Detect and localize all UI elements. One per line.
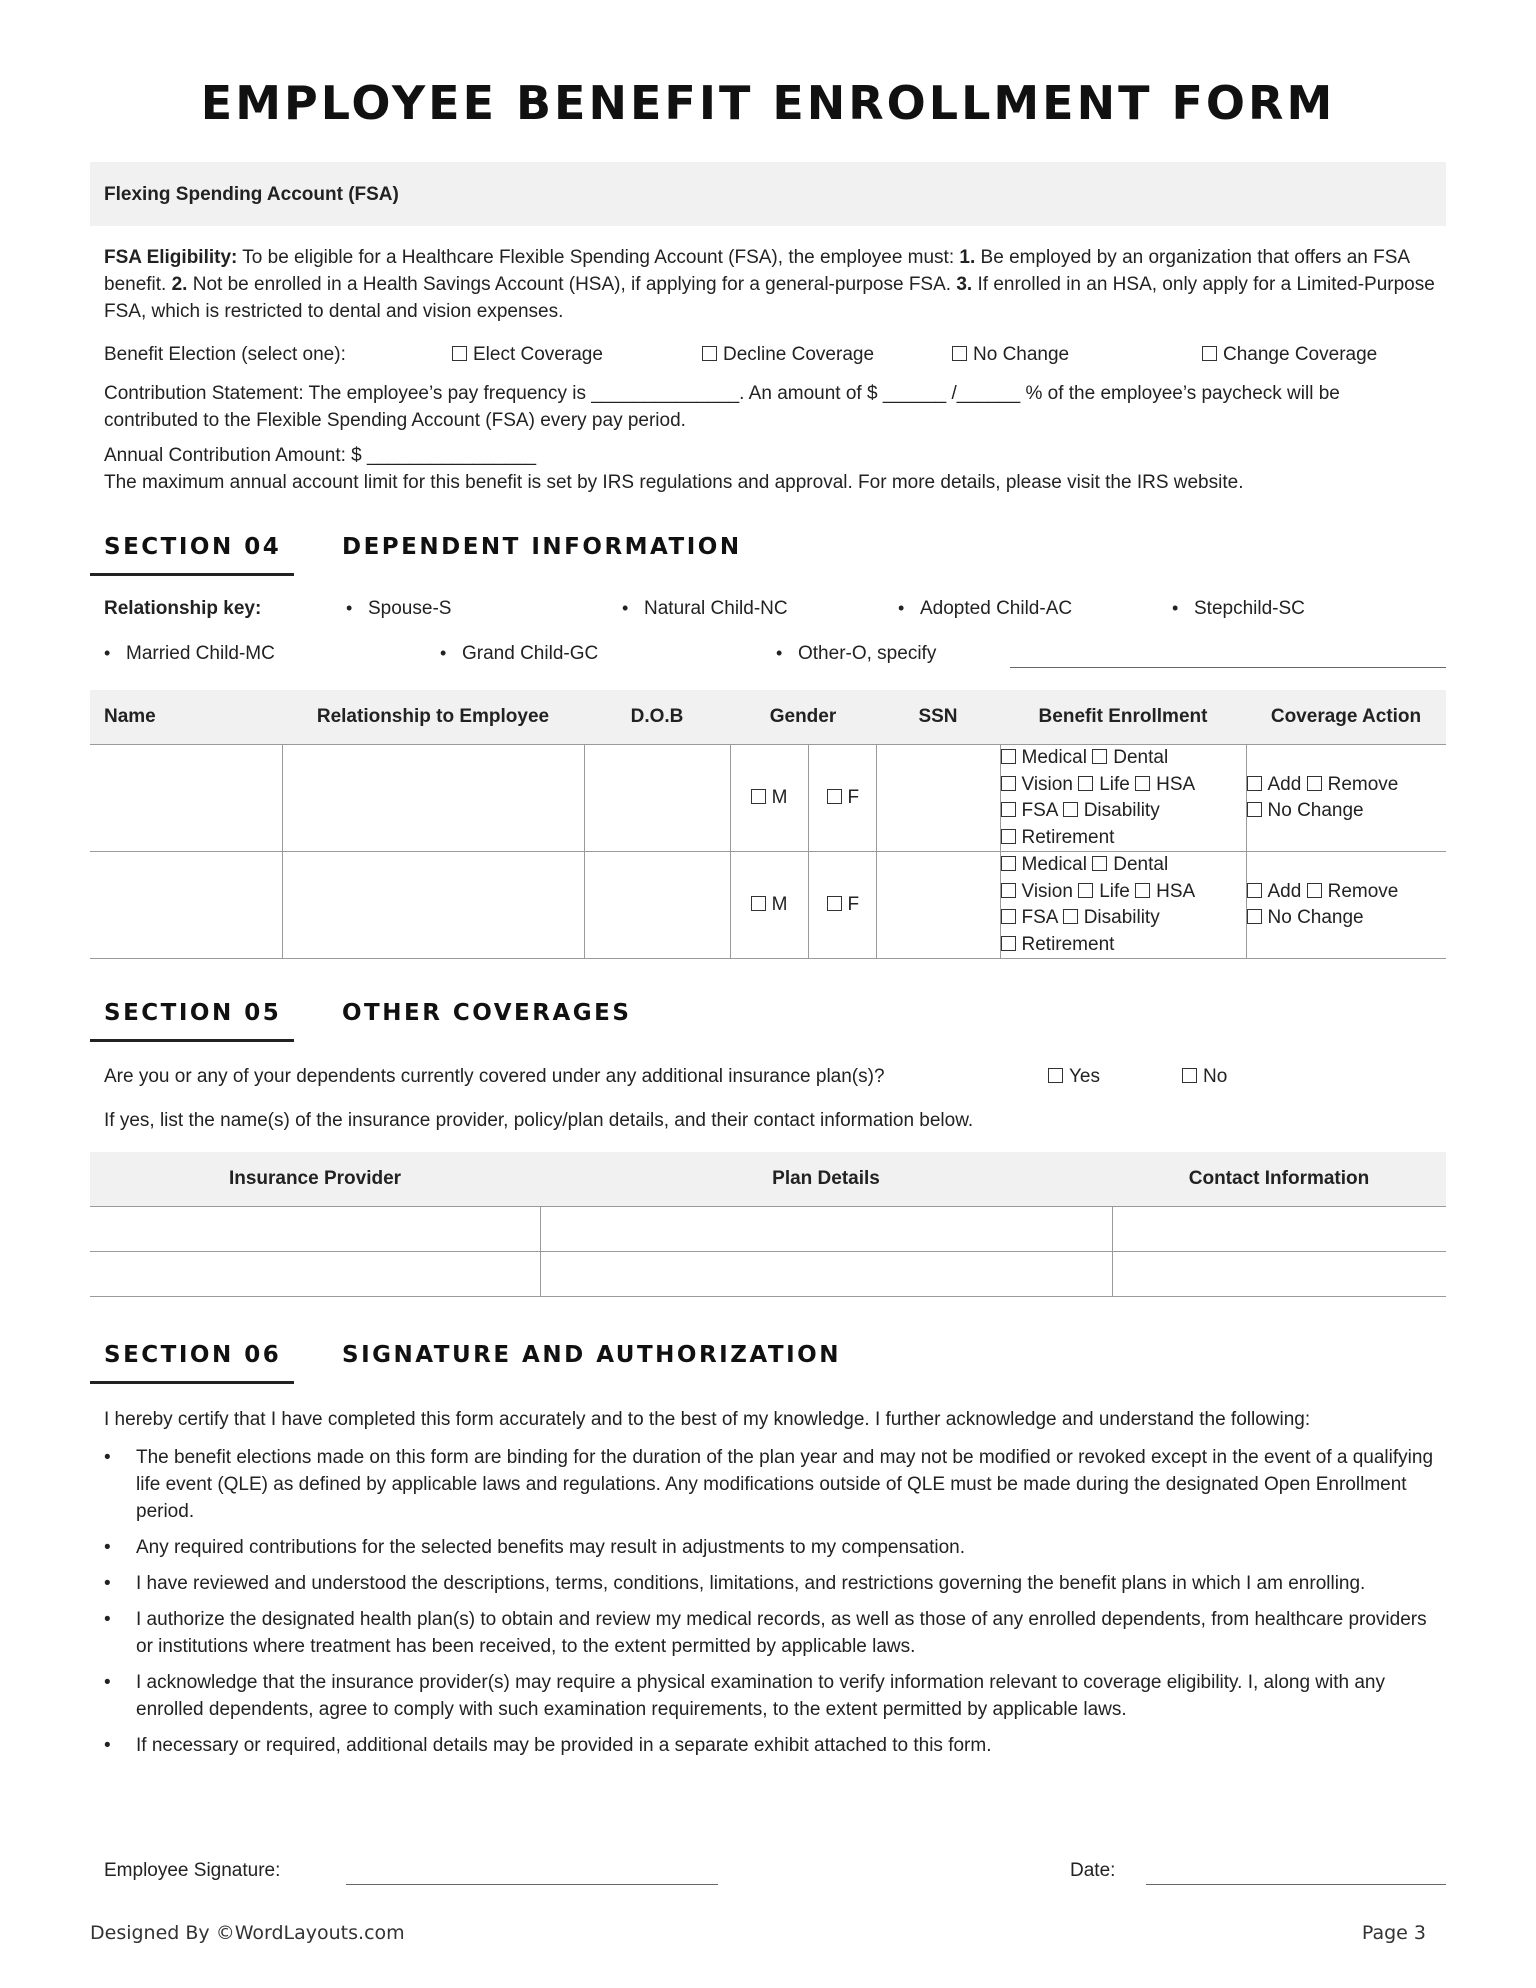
other-specify-line[interactable] <box>1010 667 1446 668</box>
checkbox-icon[interactable] <box>702 346 717 361</box>
table-row <box>90 852 1446 959</box>
footer-page-number: Page 3 <box>1361 1922 1426 1944</box>
key-spouse: • Spouse-S <box>346 598 451 620</box>
key-married-child: • Married Child-MC <box>104 643 275 665</box>
col-benefit-enrollment: Benefit Enrollment <box>1000 690 1246 745</box>
name-cell[interactable] <box>90 852 282 959</box>
list-item: • The benefit elections made on this form are binding for the duration of the plan year and may not be modified or revoked except in the event of a qualifying life event (QLE) as defined by applicable laws and regulations. Any modifications outside of QLE must be made during the designated Open Enrollment period. <box>104 1447 1434 1522</box>
checkbox-icon[interactable] <box>1078 776 1093 791</box>
eligibility-text-4: If enrolled in an HSA, only apply for a Limited-Purpose FSA, which is restricted to dental and vision expenses. <box>104 274 1435 322</box>
contribution-statement <box>104 380 1440 434</box>
list-item: • I have reviewed and understood the descriptions, terms, conditions, limitations, and restrictions governing the benefit plans in which I am enrolling. <box>104 1573 1366 1594</box>
certification-intro: I hereby certify that I have completed this form accurately and to the best of my knowledge. I further acknowledge and understand the following: <box>104 1409 1311 1430</box>
gender-m-cell[interactable]: M <box>730 852 808 959</box>
table-row <box>90 1252 1446 1297</box>
benefit-enrollment-cell: Medical Dental Vision Life HSA FSA Disability Retirement <box>1000 852 1246 959</box>
checkbox-icon[interactable] <box>1092 749 1107 764</box>
checkbox-icon[interactable] <box>1001 829 1016 844</box>
checkbox-icon[interactable] <box>1063 802 1078 817</box>
certification-list <box>104 1444 1440 1768</box>
relationship-cell[interactable] <box>282 852 584 959</box>
key-grand-child: • Grand Child-GC <box>440 643 598 665</box>
section-06-title: SIGNATURE AND AUTHORIZATION <box>342 1342 841 1368</box>
col-plan-details: Plan Details <box>540 1152 1112 1207</box>
key-natural-child: • Natural Child-NC <box>622 598 788 620</box>
insurance-table <box>90 1152 1446 1297</box>
col-dob: D.O.B <box>584 690 730 745</box>
checkbox-icon[interactable] <box>1001 909 1016 924</box>
checkbox-icon[interactable] <box>751 789 766 804</box>
plan-details-cell[interactable] <box>540 1207 1112 1252</box>
checkbox-icon[interactable] <box>1247 909 1262 924</box>
name-cell[interactable] <box>90 745 282 852</box>
checkbox-icon[interactable] <box>1202 346 1217 361</box>
eligibility-num-1: 1. <box>959 247 976 268</box>
benefit-election-label: Benefit Election (select one): <box>104 344 346 365</box>
section-04-number: SECTION 04 <box>104 534 282 560</box>
date-label: Date: <box>1070 1860 1116 1881</box>
eligibility-label: FSA Eligibility: <box>104 247 238 268</box>
eligibility-text-3: Not be enrolled in a Health Savings Account (HSA), if applying for a general-purpose FSA. <box>192 274 952 295</box>
dob-cell[interactable] <box>584 745 730 852</box>
election-elect-coverage[interactable]: Elect Coverage <box>452 344 603 366</box>
table-row <box>90 1207 1446 1252</box>
fsa-eligibility-paragraph <box>104 244 1440 325</box>
dependent-table-header <box>90 690 1446 745</box>
col-name: Name <box>90 690 282 745</box>
col-ssn: SSN <box>876 690 1000 745</box>
election-decline-coverage[interactable]: Decline Coverage <box>702 344 874 366</box>
other-coverage-yes[interactable]: Yes <box>1048 1066 1100 1088</box>
relationship-key-label: Relationship key: <box>104 598 262 619</box>
checkbox-icon[interactable] <box>1182 1068 1197 1083</box>
checkbox-icon[interactable] <box>1247 776 1262 791</box>
other-coverage-question: Are you or any of your dependents currently covered under any additional insurance plan(s)? <box>104 1066 885 1087</box>
ssn-cell[interactable] <box>876 852 1000 959</box>
checkbox-icon[interactable] <box>1001 802 1016 817</box>
checkbox-icon[interactable] <box>1078 883 1093 898</box>
checkbox-icon[interactable] <box>1048 1068 1063 1083</box>
date-line[interactable] <box>1146 1884 1446 1885</box>
contribution-line-1: Contribution Statement: The employee’s pay frequency is ______________. An amount of $ ______ /______ % of the employee’s paycheck will be <box>104 383 1340 404</box>
section-05-title: OTHER COVERAGES <box>342 1000 632 1026</box>
section-04-rule <box>90 573 294 576</box>
section-06-number: SECTION 06 <box>104 1342 282 1368</box>
gender-f-cell[interactable]: F <box>808 852 876 959</box>
section-04-title: DEPENDENT INFORMATION <box>342 534 742 560</box>
checkbox-icon[interactable] <box>1135 776 1150 791</box>
other-coverage-no[interactable]: No <box>1182 1066 1227 1088</box>
coverage-action-cell: Add Remove No Change <box>1246 745 1446 852</box>
relationship-cell[interactable] <box>282 745 584 852</box>
col-relationship: Relationship to Employee <box>282 690 584 745</box>
ssn-cell[interactable] <box>876 745 1000 852</box>
checkbox-icon[interactable] <box>1307 883 1322 898</box>
insurance-table-header <box>90 1152 1446 1207</box>
checkbox-icon[interactable] <box>1247 802 1262 817</box>
col-insurance-provider: Insurance Provider <box>90 1152 540 1207</box>
annual-contribution-amount: Annual Contribution Amount: $ ________________ <box>104 445 537 466</box>
col-contact-information: Contact Information <box>1112 1152 1446 1207</box>
checkbox-icon[interactable] <box>1092 856 1107 871</box>
checkbox-icon[interactable] <box>452 346 467 361</box>
checkbox-icon[interactable] <box>1063 909 1078 924</box>
election-no-change[interactable]: No Change <box>952 344 1069 366</box>
checkbox-icon[interactable] <box>1001 749 1016 764</box>
election-change-coverage[interactable]: Change Coverage <box>1202 344 1377 366</box>
key-adopted-child: • Adopted Child-AC <box>898 598 1072 620</box>
table-row <box>90 745 1446 852</box>
gender-f-cell[interactable]: F <box>808 745 876 852</box>
checkbox-icon[interactable] <box>1001 936 1016 951</box>
list-item: • I authorize the designated health plan(s) to obtain and review my medical records, as well as those of any enrolled dependents, from healthcare providers or institutions where treatment has been received, to the extent permitted by applicable laws. <box>104 1609 1427 1657</box>
section-06-rule <box>90 1381 294 1384</box>
checkbox-icon[interactable] <box>952 346 967 361</box>
checkbox-icon[interactable] <box>1135 883 1150 898</box>
checkbox-icon[interactable] <box>827 789 842 804</box>
eligibility-num-3: 3. <box>956 274 973 295</box>
checkbox-icon[interactable] <box>1001 883 1016 898</box>
eligibility-num-2: 2. <box>171 274 188 295</box>
annual-contribution-block <box>104 442 1440 496</box>
fsa-band-title: Flexing Spending Account (FSA) <box>104 184 399 205</box>
footer-designer: Designed By ©WordLayouts.com <box>90 1922 405 1944</box>
employee-signature-label: Employee Signature: <box>104 1860 281 1881</box>
fsa-header-band <box>90 162 1446 226</box>
list-item: • I acknowledge that the insurance provider(s) may require a physical examination to verify information relevant to coverage eligibility. I, along with any enrolled dependents, agree to comply with such examination requirements, to the extent permitted by applicable laws. <box>104 1672 1385 1720</box>
page-title: EMPLOYEE BENEFIT ENROLLMENT FORM <box>200 76 1336 130</box>
dob-cell[interactable] <box>584 852 730 959</box>
key-other-specify: • Other-O, specify <box>776 643 936 665</box>
checkbox-icon[interactable] <box>827 896 842 911</box>
col-gender: Gender <box>730 690 876 745</box>
eligibility-text-2: Be employed by an organization that offers an FSA benefit. <box>104 247 1410 295</box>
checkbox-icon[interactable] <box>751 896 766 911</box>
checkbox-icon[interactable] <box>1001 856 1016 871</box>
contact-information-cell[interactable] <box>1112 1252 1446 1297</box>
dependent-table <box>90 690 1446 959</box>
section-05-rule <box>90 1039 294 1042</box>
checkbox-icon[interactable] <box>1307 776 1322 791</box>
insurance-provider-cell[interactable] <box>90 1207 540 1252</box>
irs-limit-note: The maximum annual account limit for this benefit is set by IRS regulations and approval. For more details, please visit the IRS website. <box>104 472 1244 493</box>
list-item: • If necessary or required, additional details may be provided in a separate exhibit attached to this form. <box>104 1735 992 1756</box>
eligibility-text-1: To be eligible for a Healthcare Flexible Spending Account (FSA), the employee must: <box>242 247 955 268</box>
col-coverage-action: Coverage Action <box>1246 690 1446 745</box>
plan-details-cell[interactable] <box>540 1252 1112 1297</box>
checkbox-icon[interactable] <box>1247 883 1262 898</box>
insurance-provider-cell[interactable] <box>90 1252 540 1297</box>
contribution-line-2: contributed to the Flexible Spending Account (FSA) every pay period. <box>104 410 686 431</box>
coverage-action-cell: Add Remove No Change <box>1246 852 1446 959</box>
employee-signature-line[interactable] <box>346 1884 718 1885</box>
benefit-enrollment-cell: Medical Dental Vision Life HSA FSA Disability Retirement <box>1000 745 1246 852</box>
list-item: • Any required contributions for the selected benefits may result in adjustments to my compensation. <box>104 1537 966 1558</box>
contact-information-cell[interactable] <box>1112 1207 1446 1252</box>
gender-m-cell[interactable]: M <box>730 745 808 852</box>
other-coverage-instruction: If yes, list the name(s) of the insurance provider, policy/plan details, and their contact information below. <box>104 1110 974 1131</box>
checkbox-icon[interactable] <box>1001 776 1016 791</box>
section-05-number: SECTION 05 <box>104 1000 282 1026</box>
key-stepchild: • Stepchild-SC <box>1172 598 1305 620</box>
